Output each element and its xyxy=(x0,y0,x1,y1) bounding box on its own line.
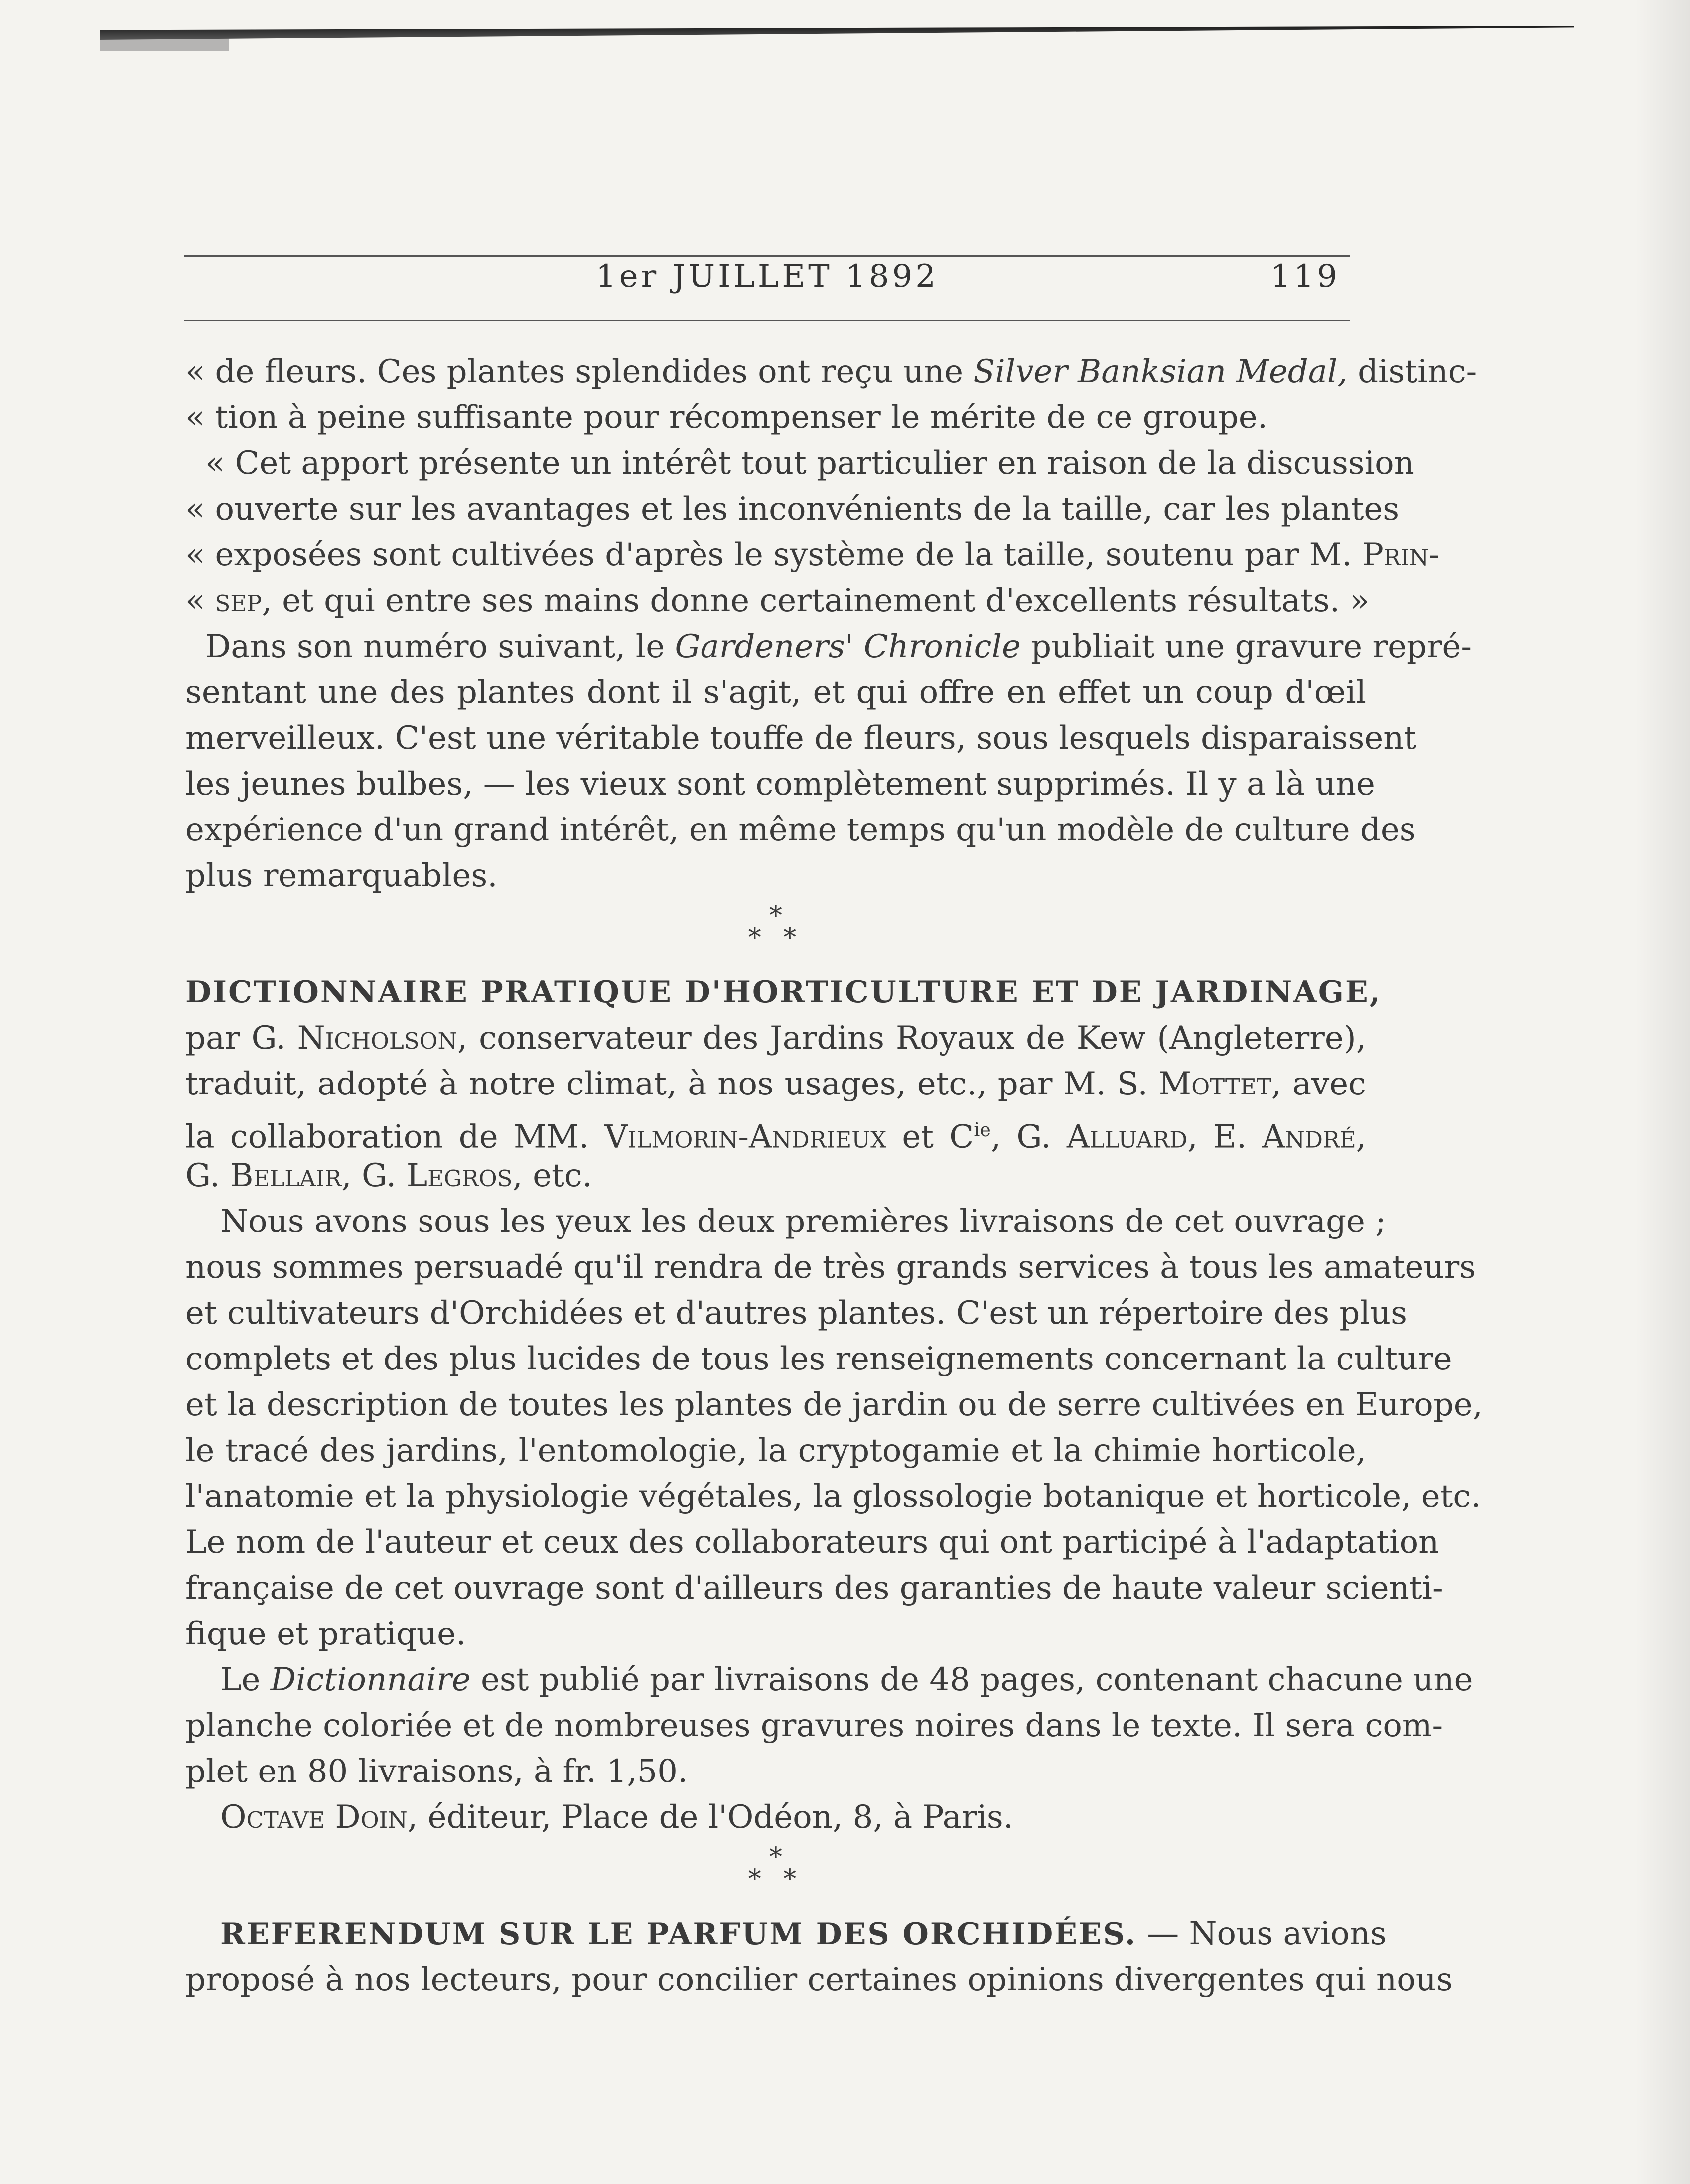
text-line: Octave Doin, éditeur, Place de l'Odéon, 8, à Paris. xyxy=(220,1799,1014,1836)
header-rule-top xyxy=(184,255,1350,257)
text-line: et la description de toutes les plantes de jardin ou de serre cultivées en Europe, xyxy=(185,1386,1483,1423)
running-title: 1er JUILLET 1892 xyxy=(595,258,939,295)
header-rule-bottom xyxy=(184,320,1350,321)
person-name: Alluard xyxy=(1066,1118,1188,1156)
section-quote xyxy=(185,349,1477,899)
person-name: André xyxy=(1262,1118,1356,1156)
text-line: le tracé des jardins, l'entomologie, la cryptogamie et la chimie horticole, xyxy=(185,1432,1366,1469)
italic-term: Dictionnaire xyxy=(270,1661,471,1698)
text-line: Le nom de l'auteur et ceux des collaborateurs qui ont participé à l'adaptation xyxy=(185,1524,1439,1561)
text-line: « tion à peine suffisante pour récompenser le mérite de ce groupe. xyxy=(185,399,1268,436)
person-name: Bellair xyxy=(230,1157,342,1194)
person-name: Legros xyxy=(406,1157,513,1194)
text-line: les jeunes bulbes, — les vieux sont complètement supprimés. Il y a là une xyxy=(185,766,1375,803)
italic-term: Gardeners' Chronicle xyxy=(675,628,1021,665)
person-name: Nicholson xyxy=(297,1020,457,1057)
text-line: nous sommes persuadé qu'il rendra de très grands services à tous les amateurs xyxy=(185,1249,1476,1286)
text-line: proposé à nos lecteurs, pour concilier certaines opinions divergentes qui nous xyxy=(185,1961,1453,1998)
text-line: fique et pratique. xyxy=(185,1616,466,1652)
text-line: « ouverte sur les avantages et les inconvénients de la taille, car les plantes xyxy=(185,491,1400,528)
section-referendum xyxy=(185,1911,1453,2003)
text-line: « exposées sont cultivées d'après le système de la taille, soutenu par M. Prin- xyxy=(185,537,1440,573)
section-heading: DICTIONNAIRE PRATIQUE D'HORTICULTURE ET DE JARDINAGE, xyxy=(185,975,1382,1010)
page-body xyxy=(185,349,1483,2003)
page-number: 119 xyxy=(1270,258,1340,295)
page-shadow xyxy=(1635,0,1690,2184)
text-line: REFERENDUM SUR LE PARFUM DES ORCHIDÉES. — Nous avions xyxy=(220,1915,1387,1952)
text-line: Le Dictionnaire est publié par livraisons de 48 pages, contenant chacune une xyxy=(220,1661,1473,1698)
text-line: la collaboration de MM. Vilmorin-Andrieux et $C^{ie}$, G. Alluard, E. André, xyxy=(185,1118,1367,1156)
text-line: Dans son numéro suivant, le Gardeners' Chronicle publiait une gravure repré- xyxy=(205,628,1472,665)
person-name: Mottet xyxy=(1158,1066,1271,1102)
text-line: française de cet ouvrage sont d'ailleurs des garanties de haute valeur scienti- xyxy=(185,1570,1443,1607)
text-line: « de fleurs. Ces plantes splendides ont reçu une Silver Banksian Medal, distinc- xyxy=(185,353,1477,390)
text-line: planche coloriée et de nombreuses gravures noires dans le texte. Il sera com- xyxy=(185,1707,1443,1744)
text-line: l'anatomie et la physiologie végétales, la glossologie botanique et horticole, etc. xyxy=(185,1478,1481,1515)
scan-edge xyxy=(100,26,1574,40)
text-line: merveilleux. C'est une véritable touffe de fleurs, sous lesquels disparaissent xyxy=(185,720,1417,757)
text-line: plus remarquables. xyxy=(185,857,498,894)
italic-term: Silver Banksian Medal, xyxy=(973,353,1348,390)
asterism-ornament: * * * xyxy=(748,901,804,953)
text-line: expérience d'un grand intérêt, en même temps qu'un modèle de culture des xyxy=(185,812,1416,848)
text-line: et cultivateurs d'Orchidées et d'autres plantes. C'est un répertoire des plus xyxy=(185,1295,1407,1332)
text-line: « sep, et qui entre ses mains donne certainement d'excellents résultats. » xyxy=(185,582,1370,619)
person-name: sep xyxy=(215,582,262,619)
text-line: « Cet apport présente un intérêt tout particulier en raison de la discussion xyxy=(205,445,1414,482)
text-line: traduit, adopté à notre climat, à nos usages, etc., par M. S. Mottet, avec xyxy=(185,1066,1367,1102)
text-line: par G. Nicholson, conservateur des Jardins Royaux de Kew (Angleterre), xyxy=(185,1020,1367,1057)
text-line: G. Bellair, G. Legros, etc. xyxy=(185,1157,592,1194)
asterism-ornament: * * * xyxy=(748,1842,804,1894)
running-header xyxy=(184,258,1350,308)
text-line: complets et des plus lucides de tous les renseignements concernant la culture xyxy=(185,1341,1452,1377)
text-line: Nous avons sous les yeux les deux premières livraisons de cet ouvrage ; xyxy=(220,1203,1386,1240)
publisher-name: Octave Doin xyxy=(220,1799,408,1836)
section-dictionnaire xyxy=(185,969,1483,1840)
person-name: Prin- xyxy=(1362,537,1440,573)
person-name: Vilmorin-Andrieux xyxy=(604,1118,887,1156)
text-line: sentant une des plantes dont il s'agit, et qui offre en effet un coup d'œil xyxy=(185,674,1366,711)
text-line: plet en 80 livraisons, à fr. 1,50. xyxy=(185,1753,688,1790)
section-heading: REFERENDUM SUR LE PARFUM DES ORCHIDÉES. xyxy=(220,1917,1137,1952)
